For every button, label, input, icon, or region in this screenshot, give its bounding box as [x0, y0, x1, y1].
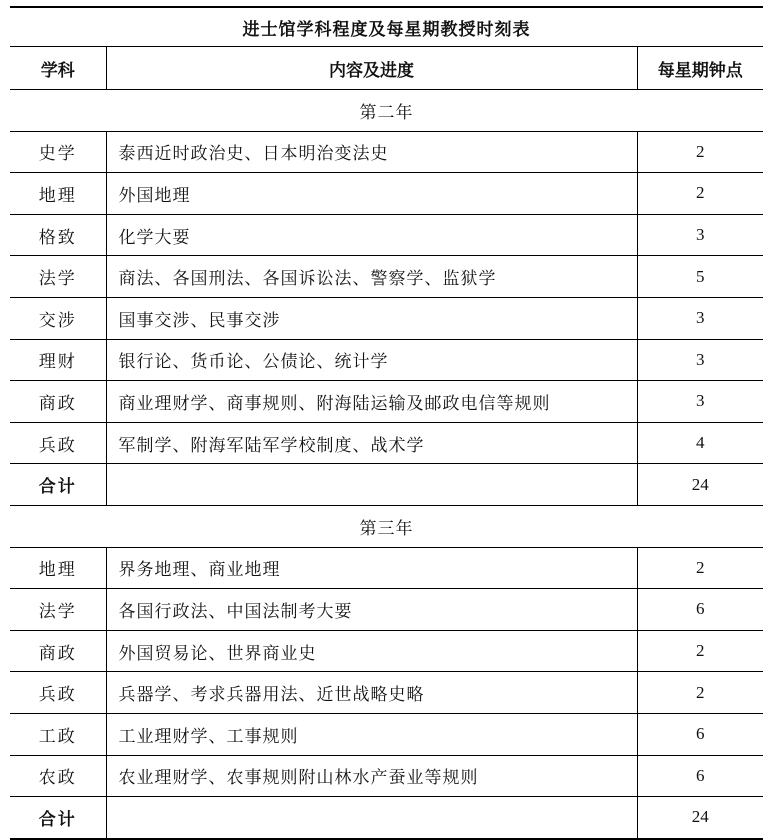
- table-row: [10, 131, 763, 173]
- header-row: [10, 47, 763, 90]
- hours-cell: 2: [637, 630, 763, 672]
- table-row: [10, 755, 763, 797]
- content-cell: 外国地理: [106, 173, 637, 215]
- hours-cell: 5: [637, 256, 763, 298]
- total-label: 合计: [10, 464, 106, 506]
- table-row: [10, 630, 763, 672]
- subject-cell: 法学: [10, 256, 106, 298]
- subject-cell: 理财: [10, 339, 106, 381]
- subject-cell: 法学: [10, 589, 106, 631]
- table-row: [10, 422, 763, 464]
- hours-cell: 2: [637, 131, 763, 173]
- table-row: [10, 589, 763, 631]
- subject-cell: 交涉: [10, 297, 106, 339]
- subject-cell: 地理: [10, 547, 106, 589]
- content-cell: 国事交涉、民事交涉: [106, 297, 637, 339]
- table-row: [10, 547, 763, 589]
- hours-cell: 2: [637, 672, 763, 714]
- content-cell: 农业理财学、农事规则附山林水产蚕业等规则: [106, 755, 637, 797]
- content-cell: 工业理财学、工事规则: [106, 713, 637, 755]
- content-cell: 商法、各国刑法、各国诉讼法、警察学、监狱学: [106, 256, 637, 298]
- hours-cell: 2: [637, 173, 763, 215]
- table-row: [10, 713, 763, 755]
- content-cell: 银行论、货币论、公债论、统计学: [106, 339, 637, 381]
- hours-cell: 3: [637, 297, 763, 339]
- total-row: [10, 464, 763, 506]
- content-cell: 界务地理、商业地理: [106, 547, 637, 589]
- hours-cell: 3: [637, 381, 763, 423]
- subject-cell: 史学: [10, 131, 106, 173]
- year-row-3: [10, 505, 763, 547]
- year-label: 第二年: [10, 90, 763, 132]
- content-cell: 外国贸易论、世界商业史: [106, 630, 637, 672]
- hours-cell: 4: [637, 422, 763, 464]
- content-cell: 兵器学、考求兵器用法、近世战略史略: [106, 672, 637, 714]
- schedule-table: [10, 6, 763, 840]
- header-content: 内容及进度: [106, 47, 637, 90]
- table-row: [10, 256, 763, 298]
- hours-cell: 6: [637, 755, 763, 797]
- subject-cell: 格致: [10, 214, 106, 256]
- table-row: [10, 297, 763, 339]
- header-subject: 学科: [10, 47, 106, 90]
- hours-cell: 3: [637, 339, 763, 381]
- content-cell: 商业理财学、商事规则、附海陆运输及邮政电信等规则: [106, 381, 637, 423]
- total-empty-cell: [106, 464, 637, 506]
- content-cell: 军制学、附海军陆军学校制度、战术学: [106, 422, 637, 464]
- hours-cell: 6: [637, 713, 763, 755]
- hours-cell: 6: [637, 589, 763, 631]
- table-title-row: [10, 7, 763, 47]
- table-row: [10, 339, 763, 381]
- table-row: [10, 672, 763, 714]
- subject-cell: 农政: [10, 755, 106, 797]
- total-empty-cell: [106, 797, 637, 839]
- subject-cell: 工政: [10, 713, 106, 755]
- total-label: 合计: [10, 797, 106, 839]
- subject-cell: 兵政: [10, 422, 106, 464]
- table-row: [10, 381, 763, 423]
- content-cell: 各国行政法、中国法制考大要: [106, 589, 637, 631]
- year-row-2: [10, 90, 763, 132]
- total-hours: 24: [637, 464, 763, 506]
- header-hours: 每星期钟点: [637, 47, 763, 90]
- subject-cell: 商政: [10, 630, 106, 672]
- table-row: [10, 214, 763, 256]
- table-title: 进士馆学科程度及每星期教授时刻表: [10, 7, 763, 47]
- year-label: 第三年: [10, 505, 763, 547]
- content-cell: 泰西近时政治史、日本明治变法史: [106, 131, 637, 173]
- subject-cell: 兵政: [10, 672, 106, 714]
- schedule-table-wrapper: [10, 6, 763, 840]
- content-cell: 化学大要: [106, 214, 637, 256]
- subject-cell: 商政: [10, 381, 106, 423]
- table-row: [10, 173, 763, 215]
- hours-cell: 2: [637, 547, 763, 589]
- total-row: [10, 797, 763, 839]
- hours-cell: 3: [637, 214, 763, 256]
- subject-cell: 地理: [10, 173, 106, 215]
- total-hours: 24: [637, 797, 763, 839]
